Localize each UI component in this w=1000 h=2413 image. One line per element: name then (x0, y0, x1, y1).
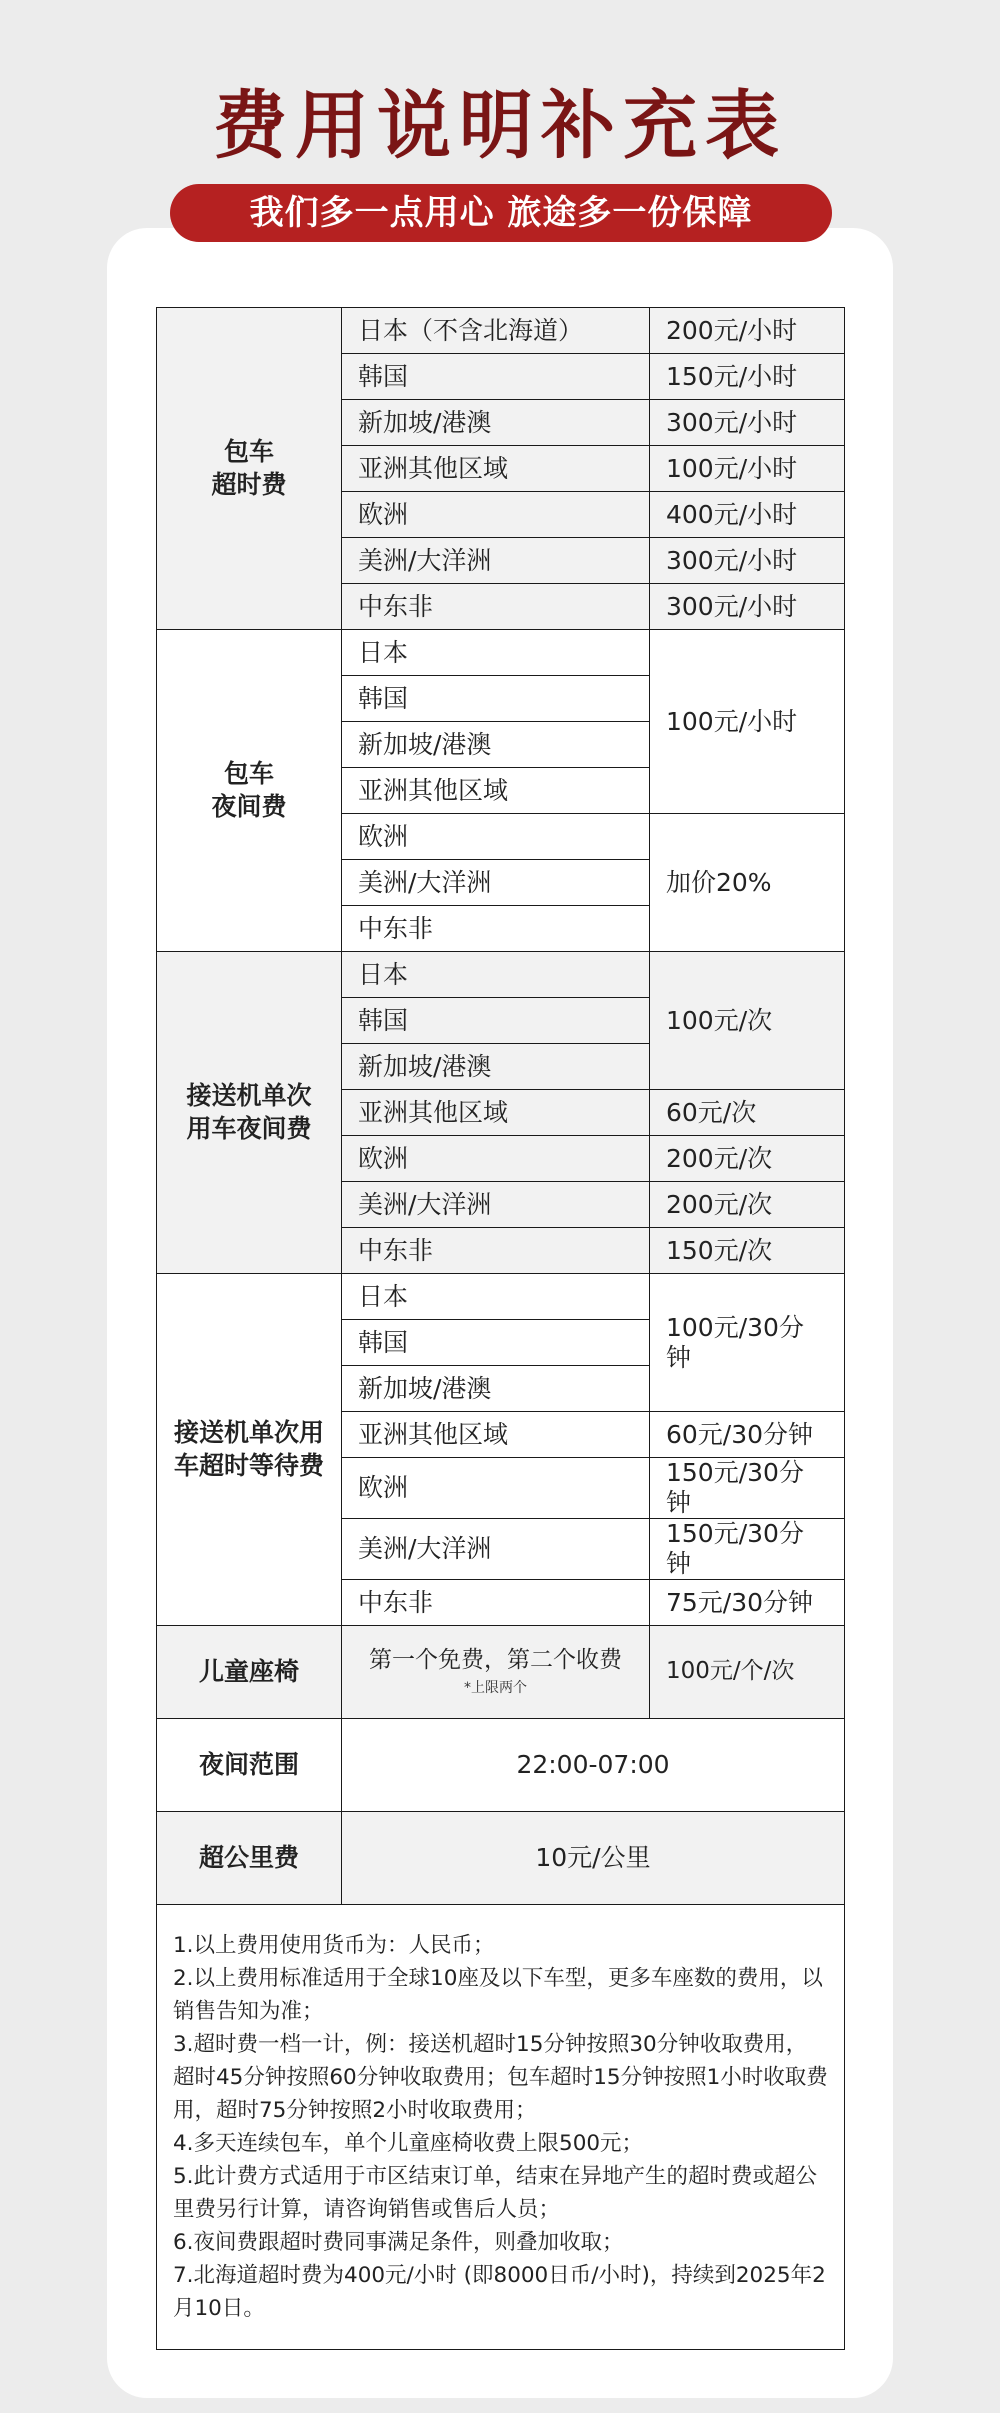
region-cell: 亚洲其他区域 (342, 1090, 650, 1136)
category-charter-night (157, 630, 342, 952)
price-cell: 60元/次 (650, 1090, 845, 1136)
region-cell: 美洲/大洋洲 (342, 538, 650, 584)
extra-km-value: 10元/公里 (342, 1812, 845, 1905)
category-transfer-wait (157, 1274, 342, 1626)
category-label: 接送机单次 用车夜间费 (186, 1081, 312, 1143)
price-cell: 150元/小时 (650, 354, 845, 400)
note-item: 6.夜间费跟超时费同事满足条件，则叠加收取； (173, 2230, 624, 2255)
price-cell: 100元/30分钟 (650, 1274, 845, 1412)
category-child-seat: 儿童座椅 (157, 1626, 342, 1719)
price-cell: 100元/个/次 (650, 1626, 845, 1719)
region-cell: 韩国 (342, 354, 650, 400)
notes-cell (157, 1905, 845, 2350)
category-extra-km: 超公里费 (157, 1812, 342, 1905)
category-label: 接送机单次用 车超时等待费 (173, 1418, 324, 1480)
region-cell: 日本（不含北海道） (342, 308, 650, 354)
note-item: 7.北海道超时费为400元/小时 (即8000日币/小时)，持续到2025年2月10日。 (173, 2263, 826, 2321)
region-cell: 欧洲 (342, 1458, 650, 1519)
region-cell: 日本 (342, 1274, 650, 1320)
child-seat-desc-cell (342, 1626, 650, 1719)
region-cell: 亚洲其他区域 (342, 1412, 650, 1458)
region-cell: 新加坡/港澳 (342, 1044, 650, 1090)
note-item: 1.以上费用使用货币为：人民币； (173, 1933, 495, 1958)
note-item: 3.超时费一档一计，例：接送机超时15分钟按照30分钟收取费用，超时45分钟按照60分钟收取费用；包车超时15分钟按照1小时收取费用，超时75分钟按照2小时收取费用； (173, 2032, 828, 2123)
price-cell: 100元/小时 (650, 446, 845, 492)
note-item: 2.以上费用标准适用于全球10座及以下车型，更多车座数的费用，以销售告知为准； (173, 1966, 823, 2024)
night-range-value: 22:00-07:00 (342, 1719, 845, 1812)
price-cell: 200元/次 (650, 1136, 845, 1182)
price-cell: 200元/次 (650, 1182, 845, 1228)
child-seat-note: *上限两个 (464, 1680, 527, 1697)
region-cell: 中东非 (342, 1580, 650, 1626)
price-cell: 300元/小时 (650, 584, 845, 630)
region-cell: 韩国 (342, 1320, 650, 1366)
category-charter-overtime (157, 308, 342, 630)
child-seat-desc: 第一个免费，第二个收费 (369, 1646, 622, 1673)
category-transfer-night (157, 952, 342, 1274)
region-cell: 欧洲 (342, 814, 650, 860)
price-cell: 100元/次 (650, 952, 845, 1090)
region-cell: 欧洲 (342, 492, 650, 538)
page-title: 费用说明补充表 (213, 83, 787, 169)
region-cell: 新加坡/港澳 (342, 722, 650, 768)
region-cell: 欧洲 (342, 1136, 650, 1182)
region-cell: 韩国 (342, 676, 650, 722)
region-cell: 中东非 (342, 584, 650, 630)
price-cell: 100元/小时 (650, 630, 845, 814)
price-cell: 150元/30分钟 (650, 1519, 845, 1580)
fee-table (156, 307, 845, 2350)
category-night-range: 夜间范围 (157, 1719, 342, 1812)
region-cell: 中东非 (342, 1228, 650, 1274)
category-label: 包车 夜间费 (211, 759, 287, 821)
price-cell: 75元/30分钟 (650, 1580, 845, 1626)
price-cell: 150元/30分钟 (650, 1458, 845, 1519)
price-cell: 60元/30分钟 (650, 1412, 845, 1458)
note-item: 4.多天连续包车，单个儿童座椅收费上限500元； (173, 2131, 644, 2156)
region-cell: 日本 (342, 630, 650, 676)
region-cell: 美洲/大洋洲 (342, 860, 650, 906)
region-cell: 亚洲其他区域 (342, 446, 650, 492)
note-item: 5.此计费方式适用于市区结束订单，结束在异地产生的超时费或超公里费另行计算，请咨询销售或售后人员； (173, 2164, 818, 2222)
region-cell: 韩国 (342, 998, 650, 1044)
price-cell: 150元/次 (650, 1228, 845, 1274)
region-cell: 美洲/大洋洲 (342, 1182, 650, 1228)
category-label: 包车 超时费 (211, 437, 287, 499)
price-cell: 加价20% (650, 814, 845, 952)
region-cell: 美洲/大洋洲 (342, 1519, 650, 1580)
slogan-banner: 我们多一点用心 旅途多一份保障 (170, 184, 832, 242)
price-cell: 300元/小时 (650, 400, 845, 446)
region-cell: 新加坡/港澳 (342, 400, 650, 446)
region-cell: 新加坡/港澳 (342, 1366, 650, 1412)
region-cell: 日本 (342, 952, 650, 998)
price-cell: 200元/小时 (650, 308, 845, 354)
region-cell: 中东非 (342, 906, 650, 952)
price-cell: 300元/小时 (650, 538, 845, 584)
region-cell: 亚洲其他区域 (342, 768, 650, 814)
price-cell: 400元/小时 (650, 492, 845, 538)
